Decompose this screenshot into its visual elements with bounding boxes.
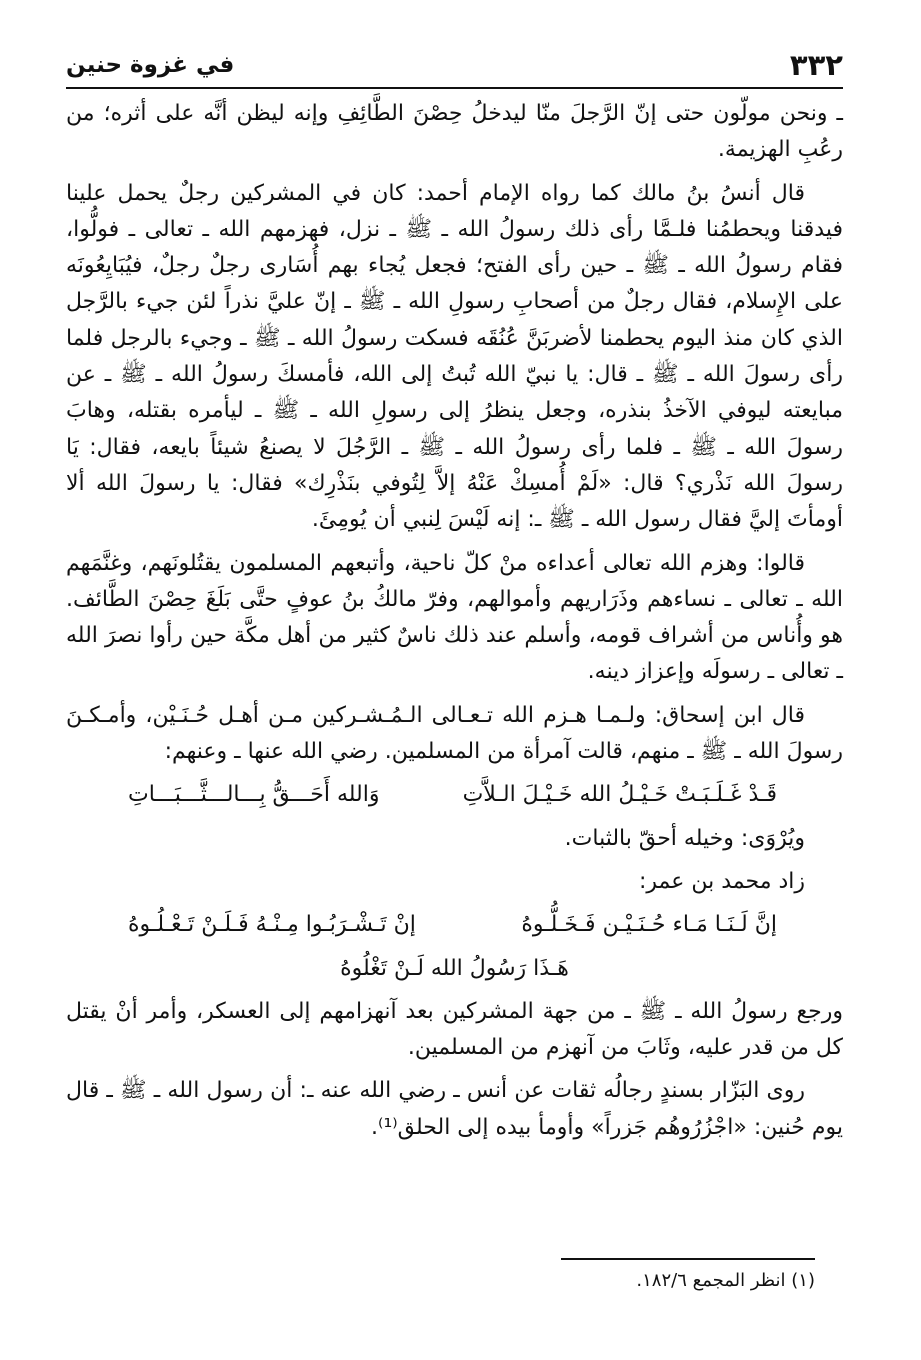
verse-1-second-hemistich: وَالله أَحَـــقُّ بِـــالـــثَّـــبَـــاتِ bbox=[128, 782, 380, 808]
paragraph-3: قالوا: وهزم الله تعالى أعداءه منْ كلّ ناحية، وأتبعهم المسلمون يقتُلونَهم، وغنَّمَهم الله ـ تعالى ـ نساءهم وذَرَاريهم وأموالهم، وفرّ مالكُ بنُ عوفٍ حتَّى بَلَغَ حِصْنَ الطَّائف. هو وأُناس من أشراف قومه، وأسلم عند ذلك ناسٌ كثير من أهل مكَّة حين رأوا نصرَ الله ـ تعالى ـ رسولَه وإعزاز دينه. bbox=[66, 550, 843, 685]
verse-1-first-hemistich: قَـدْ غَـلَـبَـتْ خَـيْـلُ الله خَـيْـلَ الـلاَّتِ bbox=[462, 782, 777, 808]
verse-2-second-hemistich: إنْ تَـشْـرَبُـوا مِـنْـهُ فَـلَـنْ تَـعْـلُـوهُ bbox=[128, 912, 416, 938]
verse-line-1 bbox=[66, 777, 843, 813]
paragraph-4: قال ابن إسحاق: ولـمـا هـزم الله تـعـالى الـمُـشـركين مـن أهـل حُـنَـيْن، وأمـكـنَ رسولَ الله ـ ﷺ ـ منهم، قالت آمرأة من المسلمين. رضي الله عنها ـ وعنهم: bbox=[66, 702, 843, 765]
running-head bbox=[66, 42, 843, 86]
page-number: ٣٣٢ bbox=[789, 48, 843, 82]
verse-2-first-hemistich: إنَّ لَـنَـا مَـاء حُـنَـيْـن فَـخَـلُّـوهُ bbox=[521, 912, 777, 938]
paragraph-5: ويُرْوَى: وخيله أحقّ بالثبات. bbox=[564, 825, 805, 851]
footnote-divider bbox=[561, 1258, 815, 1260]
footnote: (١) انظر المجمع ١٨٢/٦. bbox=[636, 1270, 815, 1291]
paragraph-8: روى البَزّار بسندٍ رجالُه ثقات عن أنس ـ رضي الله عنه ـ: أن رسول الله ـ ﷺ ـ قال يوم حُنين: «اجْزُرُوهُم جَزراً» وأومأ بيده إلى الحلق⁽¹⁾. bbox=[66, 1078, 843, 1140]
paragraph-7: ورجع رسولُ الله ـ ﷺ ـ من جهة المشركين بعد آنهزامهم إلى العسكر، وأمر أنْ يقتل كل من قدر عليه، وثَابَ من آنهزم من المسلمين. bbox=[66, 998, 843, 1061]
paragraph-6: زاد محمد بن عمر: bbox=[638, 868, 805, 894]
main-text bbox=[66, 96, 843, 1153]
paragraph-2: قال أنسُ بنُ مالك كما رواه الإمام أحمد: كان في المشركين رجلٌ يحمل علينا فيدقنا ويحطمُنا فلـمَّا رأى ذلك رسولُ الله ـ ﷺ ـ نزل، فهزمهم الله ـ تعالى ـ فولُّوا، فقام رسولُ الله ـ ﷺ ـ حين رأى الفتح؛ فجعل يُجاء بهم أُسَارى رجلٌ رجلٌ، فيُبَايِعُونَه على الإِسلام، فقال رجلٌ من أصحابِ رسولِ الله ـ ﷺ ـ إنّ عليَّ نذراً لئن جيء بالرَّجل الذي كان منذ اليوم يحطمنا لأضربَنَّ عُنُقَه فسكت رسولُ الله ـ ﷺ ـ وجيء بالرجل فلما رأى رسولَ الله ـ ﷺ ـ قال: يا نبيّ الله تُبتُ إلى الله، فأمسكَ رسولُ الله ـ ﷺ ـ عن مبايعته ليوفي الآخذُ بنذره، وجعل ينظرُ إلى رسولِ الله ـ ﷺ ـ ليأمره بقتله، وهابَ رسولَ الله ـ ﷺ ـ فلما رأى رسولُ الله ـ ﷺ ـ الرَّجُلَ لا يصنعُ شيئاً بايعه، فقال: يَا رسولَ الله نَذْري؟ قال: «لَمْ أُمسِكْ عَنْهُ إلاَّ لِتُوفي بنَذْرِك» فقال: يا رسولَ الله ألا أومأتَ إليَّ فقال رسول الله ـ ﷺ ـ: إنه لَيْسَ لِنبي أن يُومِئَ. bbox=[66, 180, 843, 533]
verse-line-2 bbox=[66, 907, 843, 943]
verse-line-3: هَـذَا رَسُولُ الله لَـنْ تَغْلُوهُ bbox=[340, 955, 569, 981]
paragraph-1: ـ ونحن مولّون حتى إنّ الرَّجلَ منّا ليدخلُ حِصْنَ الطَّائِفِ وإنه ليظن أنَّه على أثره؛ من رعُبِ الهزيمة. bbox=[66, 101, 843, 163]
header-divider bbox=[66, 87, 843, 89]
chapter-title: في غزوة حنين bbox=[66, 52, 235, 78]
